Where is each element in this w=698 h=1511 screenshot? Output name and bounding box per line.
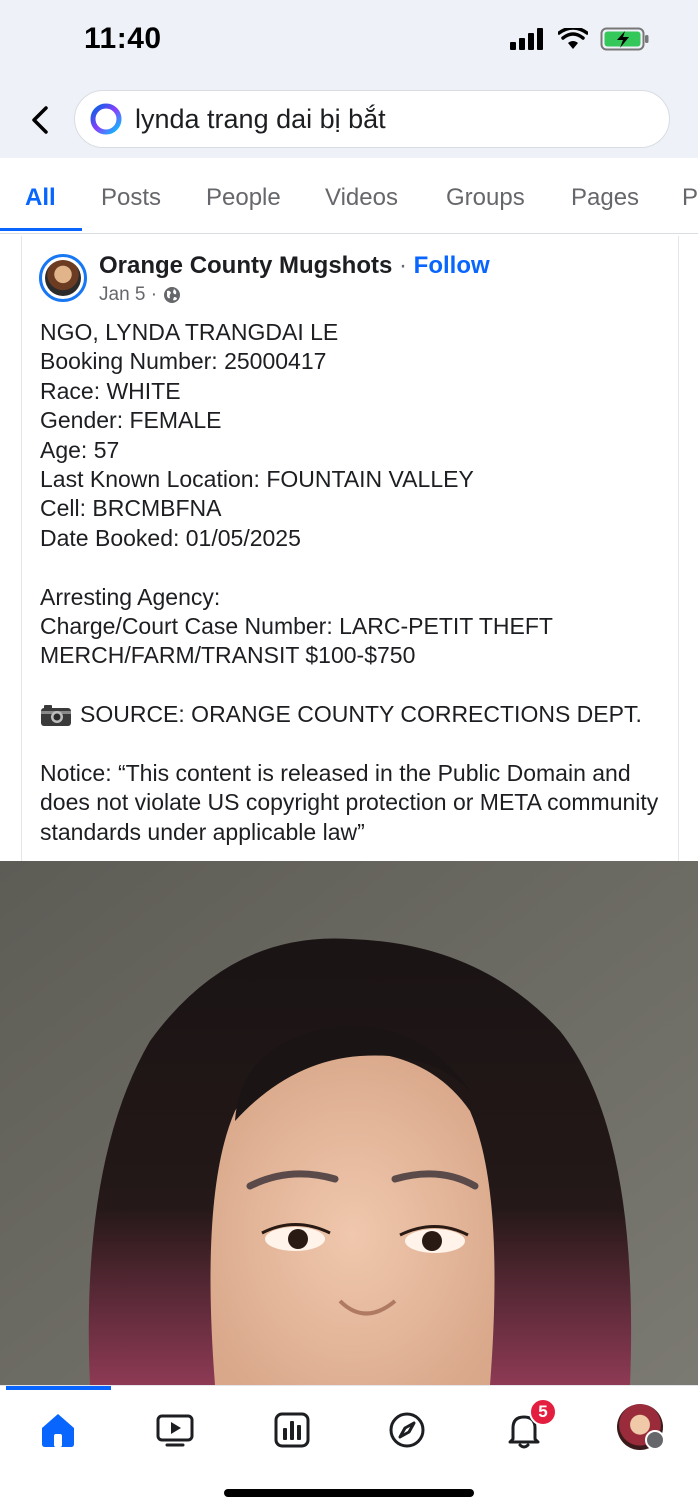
active-tab-indicator <box>0 228 82 231</box>
status-time: 11:40 <box>84 22 162 55</box>
post-text <box>40 318 670 847</box>
post-line: Cell: BRCMBFNA <box>40 495 222 522</box>
back-button[interactable] <box>22 102 58 138</box>
post-line: Booking Number: 25000417 <box>40 348 327 375</box>
page-name-link[interactable]: Orange County Mugshots <box>99 252 393 279</box>
status-bar <box>0 0 698 86</box>
tab-posts[interactable]: Posts <box>101 184 162 211</box>
bottom-nav <box>0 1385 698 1511</box>
search-input[interactable] <box>74 90 670 148</box>
post-date[interactable]: Jan 5 · <box>99 284 158 305</box>
nav-feeds[interactable] <box>270 1408 314 1452</box>
dashboard-icon <box>272 1410 312 1450</box>
home-icon <box>38 1410 78 1450</box>
wifi-icon <box>558 28 588 50</box>
post-line: Race: WHITE <box>40 377 181 404</box>
notice-text: Notice: “This content is released in the Public Domain and does not violate US copyright protection or META community standards under applicable law” <box>40 760 659 845</box>
source-text: SOURCE: ORANGE COUNTY CORRECTIONS DEPT. <box>80 701 642 728</box>
nav-active-indicator <box>6 1386 111 1390</box>
avatar-image <box>45 260 81 296</box>
page-avatar[interactable] <box>39 254 87 302</box>
menu-icon <box>645 1430 665 1450</box>
post-line: Last Known Location: FOUNTAIN VALLEY <box>40 466 474 493</box>
tab-people[interactable]: People <box>206 184 281 211</box>
nav-explore[interactable] <box>385 1408 429 1452</box>
chevron-left-icon <box>29 105 51 135</box>
post-card <box>21 236 679 862</box>
post-line: Gender: FEMALE <box>40 407 222 434</box>
tab-partial[interactable]: P <box>682 184 698 211</box>
mugshot-image <box>0 861 698 1385</box>
tab-pages[interactable]: Pages <box>571 184 640 211</box>
nav-home[interactable] <box>36 1408 80 1452</box>
status-icons <box>510 27 650 51</box>
post-line: Charge/Court Case Number: LARC-PETIT THEFT <box>40 613 553 640</box>
post-line: Date Booked: 01/05/2025 <box>40 524 301 551</box>
post-line: Age: 57 <box>40 436 120 463</box>
source-line <box>40 700 670 729</box>
search-header <box>0 86 698 158</box>
post-photo[interactable] <box>0 861 698 1385</box>
tab-groups[interactable]: Groups <box>446 184 525 211</box>
camera-icon <box>40 703 72 727</box>
battery-charging-icon <box>600 27 650 51</box>
post-meta <box>99 284 181 306</box>
compass-icon <box>387 1410 427 1450</box>
post-line: Arresting Agency: <box>40 583 221 610</box>
search-query: lynda trang dai bị bắt <box>135 103 386 134</box>
post-line: MERCH/FARM/TRANSIT $100-$750 <box>40 642 416 669</box>
follow-button[interactable]: Follow <box>413 252 490 279</box>
header-separator: · <box>392 252 414 279</box>
tab-all[interactable]: All <box>25 184 56 211</box>
meta-ai-ring-icon <box>89 102 123 136</box>
search-tabs <box>0 158 698 234</box>
post-line: NGO, LYNDA TRANGDAI LE <box>40 319 339 345</box>
notification-badge: 5 <box>529 1398 557 1426</box>
signal-icon <box>510 28 546 50</box>
tab-videos[interactable]: Videos <box>325 184 398 211</box>
nav-video[interactable] <box>153 1408 197 1452</box>
post-header <box>99 252 490 280</box>
globe-icon <box>163 286 181 304</box>
home-indicator <box>224 1489 474 1497</box>
video-icon <box>155 1410 195 1450</box>
